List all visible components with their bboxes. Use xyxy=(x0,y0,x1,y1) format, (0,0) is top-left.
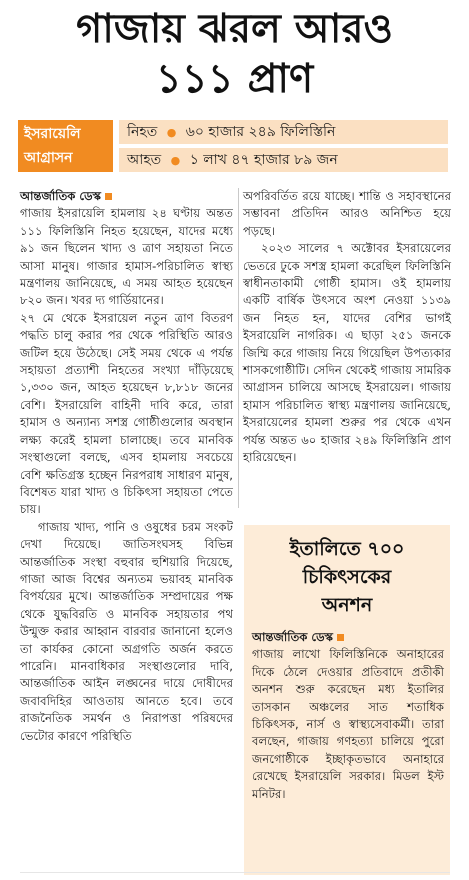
killed-value: ৬০ হাজার ২৪৯ ফিলিস্তিনি xyxy=(185,124,336,140)
bullet-icon: ● xyxy=(166,126,177,139)
bullet-icon: ● xyxy=(170,154,181,167)
headline-line-1: গাজায় ঝরল আরও xyxy=(76,6,393,52)
article-paragraph-1: গাজায় ইসরায়েলি হামলায় ২৪ ঘণ্টায় অন্তত ১১১ ফিলিস্তিনি নিহত হয়েছেন, যাদের মধ্যে ৯১ জন ছিলেন খাদ্য ও ত্রাণ সহায়তা নিতে আসা মানুষ। গাজার হামাস-পরিচালিত স্বাস্থ্য মন্ত্রণালয় জানিয়েছে, এ সময় আহত হয়েছেন ৮২০ জন। খবর দ্য গার্ডিয়ানের। xyxy=(20,206,233,308)
sidebar-title-line-2: চিকিৎসকের xyxy=(302,566,392,588)
stats-injured-row xyxy=(119,148,448,172)
article-paragraph-5: ২০২৩ সালের ৭ অক্টোবর ইসরায়েলের ভেতরে ঢুকে সশস্ত্র হামলা করেছিল ফিলিস্তিনি স্বাধীনতাকামী গোষ্ঠী হামাস। ওই হামলায় একটি বার্ষিক উৎসবে অংশ নেওয়া ১১৩৯ জন নিহত হন, যাদের বেশির ভাগই ইসরায়েলি নাগরিক। এ ছাড়া ২৫১ জনকে জিম্মি করে গাজায় নিয়ে গিয়েছিল উপত্যকার শাসকগোষ্ঠীটি। সেদিন থেকেই গাজায় সামরিক আগ্রাসন চালিয়ে আসছে ইসরায়েল। গাজায় হামাস পরিচালিত স্বাস্থ্য মন্ত্রণালয় জানিয়েছে, ইসরায়েলের হামলা শুরুর পর থেকে এখন পর্যন্ত অন্তত ৬০ হাজার ২৪৯ ফিলিস্তিনি প্রাণ হারিয়েছেন। xyxy=(243,241,451,465)
sidebar-box xyxy=(244,525,450,875)
injured-value: ১ লাখ ৪৭ হাজার ৮৯ জন xyxy=(189,152,338,168)
sidebar-body xyxy=(252,629,444,803)
stats-label-line-2: আগ্রাসন xyxy=(24,150,73,166)
sidebar-title-line-1: ইতালিতে ৭০০ xyxy=(289,538,405,560)
killed-label: নিহত xyxy=(127,124,158,140)
dateline-text: আন্তর্জাতিক ডেস্ক xyxy=(20,189,102,203)
sidebar-title-line-3: অনশন xyxy=(321,594,373,616)
article-paragraph-2: ২৭ মে থেকে ইসরায়েল নতুন ত্রাণ বিতরণ পদ্ধতি চালু করার পর থেকে পরিস্থিতি আরও জটিল হয়ে উঠেছে। সেই সময় থেকে এ পর্যন্ত সহায়তা প্রত্যাশী নিহতের সংখ্যা দাঁড়িয়েছে ১,৩৩০ জন, আহত হয়েছেন ৮,৮১৮ জনের বেশি। ইসরায়েলি বাহিনী দাবি করে, তারা হামাস ও অন্যান্য সশস্ত্র গোষ্ঠীগুলোর অবস্থান লক্ষ্য করেই হামলা চালাচ্ছে। তবে মানবিক সংস্থাগুলো বলছে, এসব হামলায় সবচেয়ে বেশি ক্ষতিগ্রস্ত হচ্ছেন নিরপরাধ সাধারণ মানুষ, বিশেষত যারা খাদ্য ও চিকিৎসা সহায়তা পেতে চায়। xyxy=(20,310,233,517)
article-paragraph-4: অপরিবর্তিত রয়ে যাচ্ছে। শান্তি ও সহাবস্থানের সম্ভাবনা প্রতিদিন আরও অনিশ্চিত হয়ে পড়ছে। xyxy=(243,189,451,238)
square-bullet-icon xyxy=(337,634,344,641)
injured-label: আহত xyxy=(127,152,162,168)
sidebar-paragraph: গাজায় লাখো ফিলিস্তিনিকে অনাহারের দিকে ঠেলে দেওয়ার প্রতিবাদে প্রতীকী অনশন শুরু করেছেন মধ্য ইতালির তাসকান অঞ্চলের সাত শতাধিক চিকিৎসক, নার্স ও স্বাস্থ্যসেবাকর্মী। তারা বলছেন, গাজায় গণহত্যা চালিয়ে পুরো জনগোষ্ঠীকে ইচ্ছাকৃতভাবে অনাহারে রেখেছে ইসরায়েলি সরকার। মিডল ইস্ট মনিটর। xyxy=(252,647,444,801)
bottom-rule xyxy=(20,872,450,873)
stats-label-line-1: ইসরায়েলি xyxy=(24,126,81,142)
column-divider xyxy=(238,188,239,508)
article-paragraph-3: গাজায় খাদ্য, পানি ও ওষুধের চরম সংকট দেখা দিয়েছে। জাতিসংঘসহ বিভিন্ন আন্তর্জাতিক সংস্থা বহুবার হুশিয়ারি দিয়েছে, গাজা আজ বিশ্বের অন্যতম ভয়াবহ মানবিক বিপর্যয়ের মুখে। আন্তর্জাতিক সম্প্রদায়ের পক্ষ থেকে যুদ্ধবিরতি ও মানবিক সহায়তার পথ উন্মুক্ত করার আহ্বান বারবার জানানো হলেও তা কার্যকর কোনো অগ্রগতি অর্জন করতে পারেনি। মানবাধিকার সংস্থাগুলোর দাবি, আন্তর্জাতিক আইন লঙ্ঘনের দায়ে দোষীদের জবাবদিহির আওতায় আনতে হবে। তবে রাজনৈতিক সমর্থন ও নিরাপত্তা পরিষদের ভেটোর কারণে পরিস্থিতি xyxy=(20,519,233,743)
article-column-1 xyxy=(20,188,233,745)
article-column-2 xyxy=(243,188,451,467)
stats-panel xyxy=(18,120,448,172)
sidebar-dateline xyxy=(252,629,444,646)
stats-label xyxy=(18,120,113,172)
headline-line-2: ১১১ প্রাণ xyxy=(155,56,314,102)
sidebar-dateline-text: আন্তর্জাতিক ডেস্ক xyxy=(252,630,334,644)
dateline xyxy=(20,188,233,205)
square-bullet-icon xyxy=(105,193,112,200)
headline xyxy=(8,4,461,104)
stats-killed-row xyxy=(119,120,448,144)
sidebar-title xyxy=(244,535,450,619)
